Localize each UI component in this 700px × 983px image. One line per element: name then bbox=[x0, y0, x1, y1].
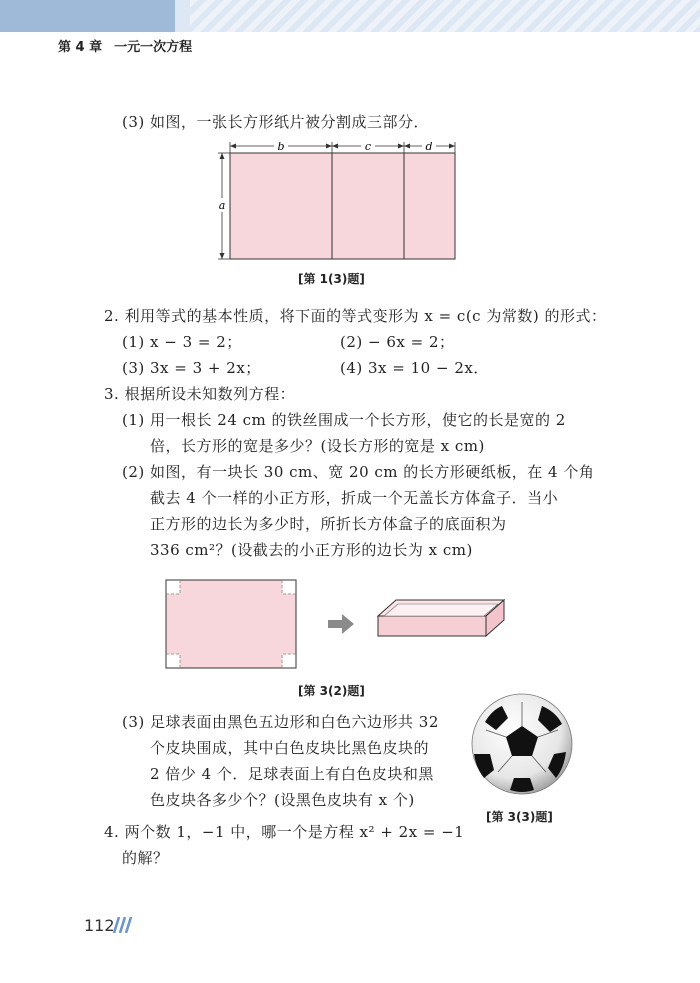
q3-3-line1: (3) 足球表面由黑色五边形和白色六边形共 32 bbox=[122, 713, 439, 731]
q2-item-3: (3) 3x = 3 + 2x； bbox=[122, 359, 261, 377]
soccer-ball-image bbox=[470, 692, 574, 796]
header-stripes bbox=[190, 0, 700, 32]
header-accent bbox=[0, 0, 175, 32]
caption-3-2: [第 3(2)题] bbox=[298, 684, 365, 698]
q2-item-1: (1) x − 3 = 2； bbox=[122, 333, 242, 351]
q1-3-text: (3) 如图，一张长方形纸片被分割成三部分． bbox=[122, 113, 430, 131]
q3-1-line2: 倍，长方形的宽是多少？(设长方形的宽是 x cm) bbox=[150, 437, 485, 455]
q3-2-line4: 336 cm²？(设截去的小正方形的边长为 x cm) bbox=[150, 541, 473, 559]
chapter-number: 第 4 章 bbox=[58, 40, 103, 55]
label-a: a bbox=[218, 199, 226, 212]
label-c: c bbox=[364, 142, 372, 153]
label-b: b bbox=[277, 142, 285, 153]
q3-2-line2: 截去 4 个一样的小正方形，折成一个无盖长方体盒子．当小 bbox=[150, 489, 559, 507]
q2-item-2: (2) − 6x = 2； bbox=[340, 333, 455, 351]
chapter-title: 一元一次方程 bbox=[114, 40, 193, 55]
chapter-heading bbox=[58, 36, 192, 55]
q3-2-line1: (2) 如图，有一块长 30 cm、宽 20 cm 的长方形硬纸板，在 4 个角 bbox=[122, 463, 595, 481]
q4-line1: 4. 两个数 1，−1 中，哪一个是方程 x² + 2x = −1 bbox=[104, 823, 465, 841]
label-d: d bbox=[425, 142, 433, 153]
q3-2-line3: 正方形的边长为多少时，所折长方体盒子的底面积为 bbox=[150, 515, 507, 533]
arrow-right-icon bbox=[328, 614, 354, 634]
q3-3-line4: 色皮块各多少个？(设黑色皮块有 x 个) bbox=[150, 791, 415, 809]
cardboard-box-figure bbox=[160, 576, 512, 672]
rectangle-partition-figure bbox=[212, 142, 462, 262]
q3-intro: 3. 根据所设未知数列方程： bbox=[104, 385, 296, 403]
q2-intro: 2. 利用等式的基本性质，将下面的等式变形为 x = c(c 为常数) 的形式： bbox=[104, 307, 607, 325]
q3-1-line1: (1) 用一根长 24 cm 的铁丝围成一个长方形，使它的长是宽的 2 bbox=[122, 411, 566, 429]
q2-item-4: (4) 3x = 10 − 2x． bbox=[340, 359, 489, 377]
q4-line2: 的解？ bbox=[122, 849, 169, 867]
page-number: 112 bbox=[84, 916, 115, 935]
q3-3-line2: 个皮块围成，其中白色皮块比黑色皮块的 bbox=[150, 739, 430, 757]
caption-1-3: [第 1(3)题] bbox=[298, 272, 365, 286]
q3-3-line3: 2 倍少 4 个．足球表面上有白色皮块和黑 bbox=[150, 765, 434, 783]
caption-3-3: [第 3(3)题] bbox=[486, 810, 553, 824]
page-slashes-decoration bbox=[110, 917, 134, 933]
